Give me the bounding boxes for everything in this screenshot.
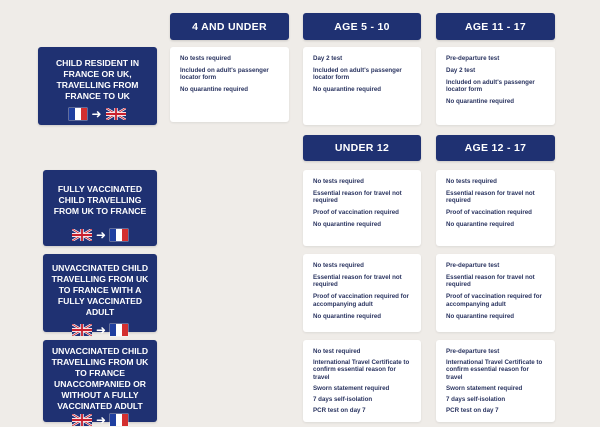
card-4-and-under (170, 47, 289, 122)
row-label-text: UNVACCINATED CHILD TRAVELLING FROM UK TO FRANCE UNACCOMPANIED OR WITHOUT A FULLY VACCINATED ADULT (51, 346, 149, 411)
requirement-line: 7 days self-isolation (313, 395, 373, 403)
arrow-right-icon: ➜ (95, 228, 107, 242)
row-label-text: FULLY VACCINATED CHILD TRAVELLING FROM UK TO FRANCE (53, 184, 147, 216)
uk-flag-icon (72, 324, 92, 336)
requirement-line: No quarantine required (446, 312, 515, 320)
card-unaccompanied-under-12 (303, 340, 421, 422)
row-label-text: UNVACCINATED CHILD TRAVELLING FROM UK TO FRANCE WITH A FULLY VACCINATED ADULT (51, 263, 149, 317)
card-vaccinated-age-12-17 (436, 170, 555, 246)
requirement-line: Essential reason for travel not required (313, 274, 402, 289)
requirement-line: No test required (313, 348, 361, 355)
requirement-line: Proof of vaccination required (313, 209, 399, 217)
row-label-resident-fr-to-uk (38, 47, 157, 125)
uk-flag-icon (72, 414, 92, 426)
requirement-line: Day 2 test (313, 55, 343, 62)
requirement-line: Pre-departure test (446, 348, 500, 355)
requirement-line: Included on adult's passenger locator form (180, 67, 269, 82)
requirement-line: Proof of vaccination required for accompanying adult (313, 293, 409, 308)
row-label-vaccinated-uk-to-fr (43, 170, 157, 246)
requirement-line: No quarantine required (446, 98, 515, 106)
requirement-line: Sworn statement required (313, 384, 390, 392)
card-unaccompanied-age-12-17 (436, 340, 555, 422)
arrow-right-icon: ➜ (95, 323, 107, 337)
flag-route (72, 324, 128, 336)
requirement-line: Pre-departure test (446, 262, 500, 269)
flag-route (72, 229, 128, 241)
requirement-line: Sworn statement required (446, 384, 523, 392)
row-label-text: CHILD RESIDENT IN FRANCE OR UK, TRAVELLING FROM FRANCE TO UK (55, 58, 140, 101)
requirement-line: Included on adult's passenger locator form (313, 67, 402, 82)
requirement-line: PCR test on day 7 (313, 406, 366, 414)
header-age-11-17: AGE 11 - 17 (436, 13, 555, 40)
arrow-right-icon: ➜ (91, 107, 102, 121)
requirement-line: 7 days self-isolation (446, 395, 506, 403)
card-vaccinated-under-12 (303, 170, 421, 246)
header-under-12: UNDER 12 (303, 135, 421, 161)
requirement-line: Proof of vaccination required (446, 209, 532, 217)
requirement-line: International Travel Certificate to confirm essential reason for travel (313, 359, 410, 381)
france-flag-icon (110, 229, 128, 241)
requirement-line: International Travel Certificate to confirm essential reason for travel (446, 359, 543, 381)
requirement-line: No tests required (180, 55, 231, 62)
flag-route (72, 414, 128, 426)
requirement-line: Day 2 test (446, 67, 476, 74)
requirement-line: No quarantine required (180, 86, 249, 94)
requirement-line: No tests required (313, 262, 364, 269)
row-label-unvaccinated-unaccompanied (43, 340, 157, 427)
requirement-line: Essential reason for travel not required (313, 190, 402, 205)
requirement-line: Pre-departure test (446, 55, 500, 62)
requirement-line: No tests required (446, 178, 497, 185)
card-unvaccinated-adult-age-12-17 (436, 254, 555, 332)
card-age-11-17 (436, 47, 555, 125)
uk-flag-icon (72, 229, 92, 241)
uk-flag-icon (106, 108, 126, 120)
card-age-5-10 (303, 47, 421, 125)
requirement-line: Essential reason for travel not required (446, 190, 535, 205)
requirement-line: No quarantine required (313, 312, 382, 320)
flag-route (69, 108, 125, 120)
requirement-line: No quarantine required (446, 221, 515, 229)
header-4-and-under: 4 AND UNDER (170, 13, 289, 40)
requirement-line: Included on adult's passenger locator form (446, 79, 535, 94)
requirement-line: No quarantine required (313, 86, 382, 94)
requirement-line: Essential reason for travel not required (446, 274, 535, 289)
requirement-line: Proof of vaccination required for accompanying adult (446, 293, 542, 308)
requirement-line: No quarantine required (313, 221, 382, 229)
france-flag-icon (110, 324, 128, 336)
card-unvaccinated-adult-under-12 (303, 254, 421, 332)
arrow-right-icon: ➜ (95, 413, 107, 427)
header-age-5-10: AGE 5 - 10 (303, 13, 421, 40)
requirement-line: PCR test on day 7 (446, 406, 499, 414)
row-label-unvaccinated-with-adult (43, 254, 157, 337)
france-flag-icon (110, 414, 128, 426)
header-age-12-17: AGE 12 - 17 (436, 135, 555, 161)
france-flag-icon (69, 108, 87, 120)
requirement-line: No tests required (313, 178, 364, 185)
